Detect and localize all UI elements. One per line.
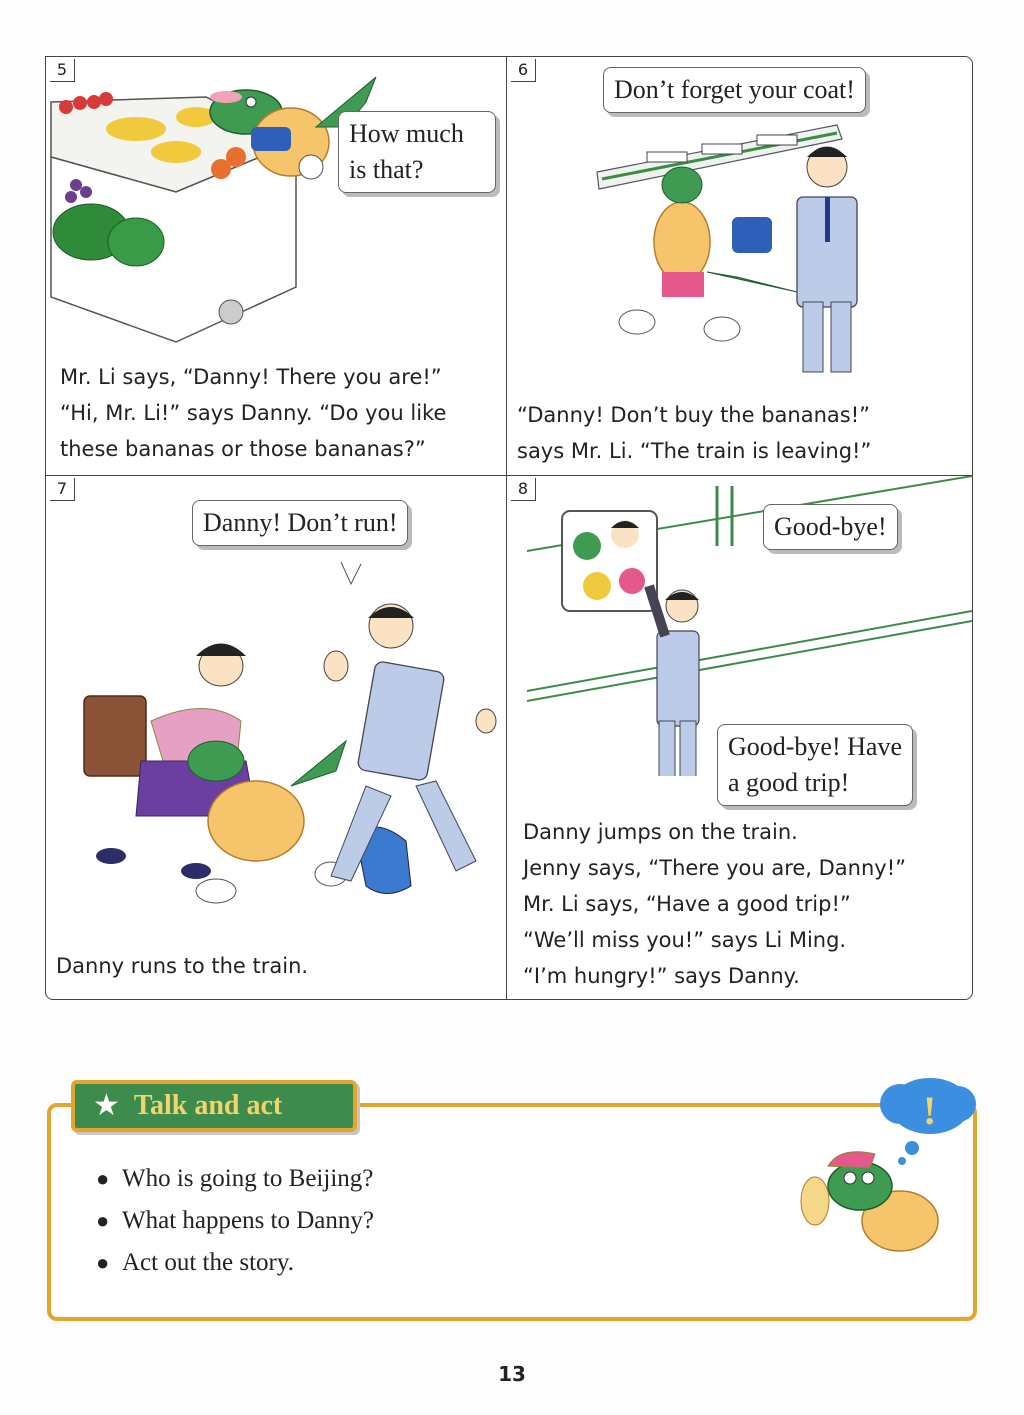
bullet-icon: ● <box>96 1166 110 1191</box>
list-item: ● What happens to Danny? <box>96 1207 375 1234</box>
panel-number: 5 <box>50 59 75 82</box>
bullet-icon: ● <box>96 1208 110 1233</box>
exclamation-mark: ! <box>923 1088 937 1133</box>
panel-8-caption: Danny jumps on the train. Jenny says, “There you are, Danny!” Mr. Li says, “Have a good trip!” “We’ll miss you!” says Li Ming. “I’m hungry!” says Danny. <box>523 820 907 988</box>
panel-8 <box>507 476 972 999</box>
panel-7 <box>46 476 507 999</box>
star-icon: ★ <box>93 1088 120 1123</box>
speech-bubble-dont-run: Danny! Don’t run! <box>192 500 408 546</box>
section-title: Talk and act <box>133 1090 283 1121</box>
running-to-train-illustration <box>46 556 506 936</box>
panel-6 <box>507 57 972 476</box>
panel-number: 8 <box>511 478 536 501</box>
panel-5 <box>46 57 507 476</box>
talk-and-act-heading <box>71 1080 357 1132</box>
question-list <box>96 1158 374 1284</box>
list-item: ● Act out the story. <box>96 1249 294 1276</box>
panel-5-caption: Mr. Li says, “Danny! There you are!” “Hi, Mr. Li!” says Danny. “Do you like these bananas or those bananas?” <box>60 365 447 461</box>
fruit-stand-illustration <box>46 57 506 357</box>
speech-bubble-have-good-trip: Good-bye! Have a good trip! <box>717 724 913 806</box>
comic-strip <box>45 56 973 1000</box>
speech-bubble-forget-coat: Don’t forget your coat! <box>603 67 866 113</box>
danny-thinking-illustration <box>780 1066 980 1266</box>
speech-bubble-how-much: How much is that? <box>338 111 496 193</box>
list-item: ● Who is going to Beijing? <box>96 1165 374 1192</box>
page-number: 13 <box>498 1362 526 1386</box>
bullet-icon: ● <box>96 1250 110 1275</box>
panel-6-caption: “Danny! Don’t buy the bananas!” says Mr. Li. “The train is leaving!” <box>517 403 872 463</box>
speech-bubble-good-bye: Good-bye! <box>763 504 898 550</box>
panel-number: 7 <box>50 478 75 501</box>
panel-7-caption: Danny runs to the train. <box>56 954 309 978</box>
panel-number: 6 <box>511 59 536 82</box>
